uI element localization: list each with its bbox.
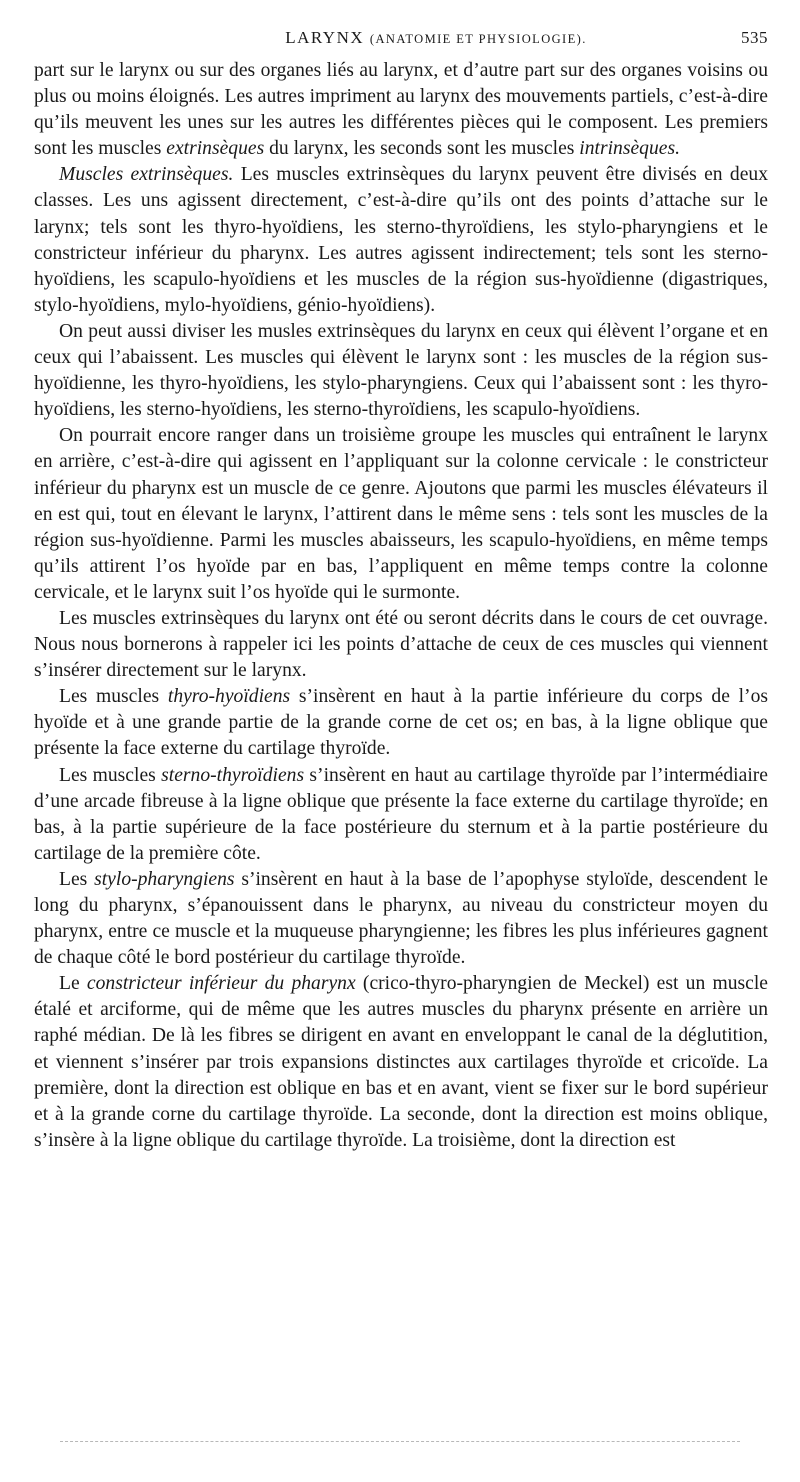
text-segment: s’insèrent en haut au cartilage thyroïde par l’intermédiaire d’une arcade fibreuse à la ligne oblique que présente la face externe du cartilage thyroïde; en bas, à la partie supérieure de la face postérieure du sternum et à la partie postérieure du cartilage de la première côte.: [34, 764, 768, 864]
italic-term: sterno-thyroïdiens: [161, 764, 305, 786]
paragraph: [34, 867, 768, 971]
text-segment: s’insèrent en haut à la base de l’apophyse styloïde, descendent le long du pharynx, s’épanouissent dans le pharynx, au niveau du constricteur moyen du pharynx, entre ce muscle et la muqueuse pharyngienne; les fibres les plus inférieures gagnent de chaque côté le bord postérieur du cartilage thyroïde.: [34, 868, 768, 969]
italic-term: thyro-hyoïdiens: [167, 686, 291, 708]
paragraph: [34, 423, 768, 606]
paragraph: [34, 971, 768, 1154]
page-number: 535: [741, 28, 768, 47]
paragraph: [34, 319, 768, 423]
italic-term: constricteur inférieur du pharynx: [86, 973, 356, 995]
italic-term: extrinsèques: [166, 138, 265, 160]
text-segment: Les muscles: [59, 686, 168, 708]
text-segment: On pourrait encore ranger dans un troisième groupe les muscles qui entraînent le larynx en arrière, c’est-à-dire qui agissent en l’appliquant sur la colonne cervicale : le constricteur inférieur du pharynx est un muscle de ce genre. Ajoutons que parmi les muscles élévateurs il en est qui, tout en élevant le larynx, l’attirent dans le même sens : tels sont les muscles de la région sus-hyoïdienne. Parmi les muscles abaisseurs, les scapulo-hyoïdiens, en même temps qu’ils attirent l’os hyoïde par en bas, l’appliquent en même temps contre la colonne cervicale, et le larynx suit l’os hyoïde qui le surmonte.: [34, 425, 768, 603]
footer-rule: [60, 1441, 740, 1442]
running-title: [215, 28, 586, 48]
text-segment: Les: [59, 868, 95, 890]
text-segment: du larynx, les seconds sont les muscles: [264, 138, 580, 160]
running-title-main: LARYNX: [285, 28, 365, 47]
paragraph: [34, 684, 768, 762]
text-segment: part sur le larynx ou sur des organes liés au larynx, et d’autre part sur des organes voisins ou plus ou moins éloignés. Les autres impriment au larynx des mouvements partiels, c’est-à-dire qu’ils meuvent les unes sur les autres les différentes pièces qui le composent. Les premiers sont les muscles: [34, 60, 768, 160]
text-segment: Le: [59, 973, 87, 995]
text-segment: On peut aussi diviser les musles extrinsèques du larynx en ceux qui élèvent l’organe et en ceux qui l’abaissent. Les muscles qui élèvent le larynx sont : les muscles de la région sus-hyoïdienne, les thyro-hyoïdiens, les stylo-pharyngiens. Ceux qui l’abaissent sont : les thyro-hyoïdiens, les sterno-hyoïdiens, les sterno-thyroïdiens, les scapulo-hyoïdiens.: [34, 320, 768, 421]
text-segment: Les muscles: [59, 764, 162, 786]
paragraph: [34, 162, 768, 319]
paragraph: [34, 763, 768, 867]
text-segment: Les muscles extrinsèques du larynx peuvent être divisés en deux classes. Les uns agissent directement, c’est-à-dire qu’ils ont des points d’attache sur le larynx; tels sont les thyro-hyoïdiens, les sterno-thyroïdiens, les stylo-pharyngiens et le constricteur inférieur du pharynx. Les autres agissent indirectement; tels sont les sterno-hyoïdiens, les scapulo-hyoïdiens et les muscles de la région sus-hyoïdienne (digastriques, stylo-hyoïdiens, mylo-hyoïdiens, génio-hyoïdiens).: [34, 164, 768, 316]
text-segment: Les muscles extrinsèques du larynx ont été ou seront décrits dans le cours de cet ouvrage. Nous nous bornerons à rappeler ici les points d’attache de ceux de ces muscles qui viennent s’insérer directement sur le larynx.: [34, 607, 768, 682]
italic-term: Muscles extrinsèques.: [59, 164, 234, 186]
italic-term: stylo-pharyngiens: [94, 868, 235, 890]
body-text: [34, 58, 768, 1154]
paragraph: [34, 58, 768, 162]
running-head: [34, 28, 768, 58]
page: [34, 28, 768, 1154]
text-segment: s’insèrent en haut à la partie inférieure du corps de l’os hyoïde et à une grande partie de la grande corne de cet os; en bas, à la ligne oblique que présente la face externe du cartilage thyroïde.: [34, 686, 768, 760]
italic-term: intrinsèques.: [579, 138, 680, 160]
running-title-sub: (ANATOMIE ET PHYSIOLOGIE).: [369, 32, 587, 46]
text-segment: (crico-thyro-pharyngien de Meckel) est un muscle étalé et arciforme, qui de même que les autres muscles du pharynx présente en arrière un raphé médian. De là les fibres se dirigent en avant en enveloppant le canal de la déglutition, et viennent s’insérer par trois expansions distinctes aux cartilages thyroïde et cricoïde. La première, dont la direction est oblique en bas et en avant, vient se fixer sur le bord supérieur et à la grande corne du cartilage thyroïde. La seconde, dont la direction est moins oblique, s’insère à la ligne oblique du cartilage thyroïde. La troisième, dont la direction est: [34, 973, 768, 1151]
paragraph: [34, 606, 768, 684]
